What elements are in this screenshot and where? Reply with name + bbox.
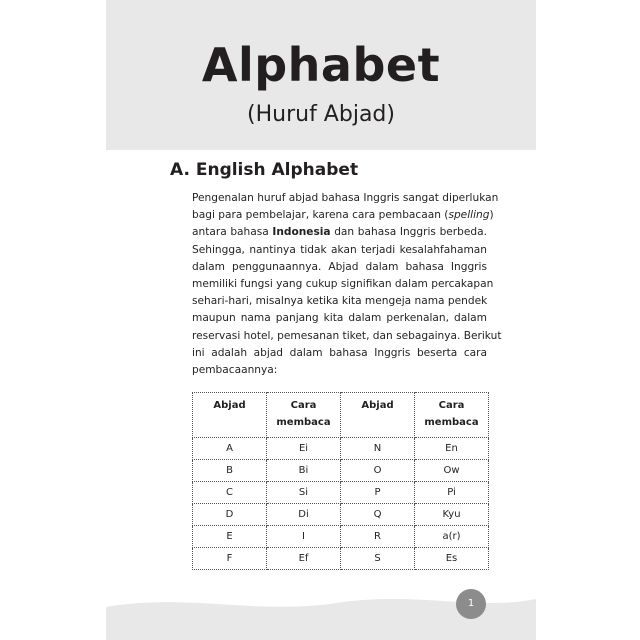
table-cell: Di (267, 504, 341, 526)
table-cell: S (341, 548, 415, 570)
table-row (193, 526, 489, 548)
header-abjad-2: Abjad (341, 393, 415, 438)
alphabet-table (192, 392, 489, 570)
table-header-row (193, 393, 489, 438)
header-cara-membaca-1: Cara membaca (267, 393, 341, 438)
paragraph-line: dalam penggunaannya. Abjad dalam bahasa Inggris (192, 260, 487, 273)
table-cell: O (341, 460, 415, 482)
table-cell: D (193, 504, 267, 526)
table-row (193, 460, 489, 482)
intro-paragraph (192, 190, 502, 379)
paragraph-line: memiliki fungsi yang cukup signifikan dalam percakapan (192, 278, 494, 291)
page-title: Alphabet (201, 38, 441, 92)
paragraph-line: bagi para pembelajar, karena cara pembacaan (spelling) (192, 209, 494, 222)
section-heading: A. English Alphabet (170, 160, 359, 180)
table-row (193, 504, 489, 526)
paragraph-line: Sehingga, nantinya tidak akan terjadi kesalahfahaman (192, 243, 487, 256)
table-cell: F (193, 548, 267, 570)
table-cell: Es (415, 548, 489, 570)
header-cara-membaca-2: Cara membaca (415, 393, 489, 438)
table-cell: Pi (415, 482, 489, 504)
paragraph-line: pembacaannya: (192, 364, 278, 377)
table-cell: C (193, 482, 267, 504)
table-cell: Bi (267, 460, 341, 482)
table-row (193, 438, 489, 460)
table-cell: Ow (415, 460, 489, 482)
paragraph-line: maupun nama panjang kita dalam perkenalan, dalam (192, 312, 487, 325)
page-number-badge: 1 (456, 589, 486, 619)
table-cell: Kyu (415, 504, 489, 526)
header-abjad-1: Abjad (193, 393, 267, 438)
table-cell: B (193, 460, 267, 482)
paragraph-line: ini adalah abjad dalam bahasa Inggris beserta cara (192, 346, 487, 359)
table-cell: a(r) (415, 526, 489, 548)
table-cell: Si (267, 482, 341, 504)
table-cell: En (415, 438, 489, 460)
table-cell: P (341, 482, 415, 504)
paragraph-line: sehari-hari, misalnya ketika kita mengeja nama pendek (192, 295, 488, 308)
paragraph-line: reservasi hotel, pemesanan tiket, dan sebagainya. Berikut (192, 329, 502, 342)
table-cell: N (341, 438, 415, 460)
table-cell: R (341, 526, 415, 548)
emphasis-indonesia: Indonesia (272, 226, 331, 239)
emphasis-spelling: spelling (448, 209, 490, 222)
table-cell: Ei (267, 438, 341, 460)
table-row (193, 482, 489, 504)
table-cell: E (193, 526, 267, 548)
table-cell: Q (341, 504, 415, 526)
paragraph-line: Pengenalan huruf abjad bahasa Inggris sangat diperlukan (192, 192, 499, 204)
page-subtitle: (Huruf Abjad) (247, 102, 395, 127)
paragraph-line: antara bahasa Indonesia dan bahasa Inggris berbeda. (192, 226, 487, 239)
table-row (193, 548, 489, 570)
table-cell: A (193, 438, 267, 460)
table-cell: Ef (267, 548, 341, 570)
book-page (106, 0, 536, 640)
table-cell: I (267, 526, 341, 548)
